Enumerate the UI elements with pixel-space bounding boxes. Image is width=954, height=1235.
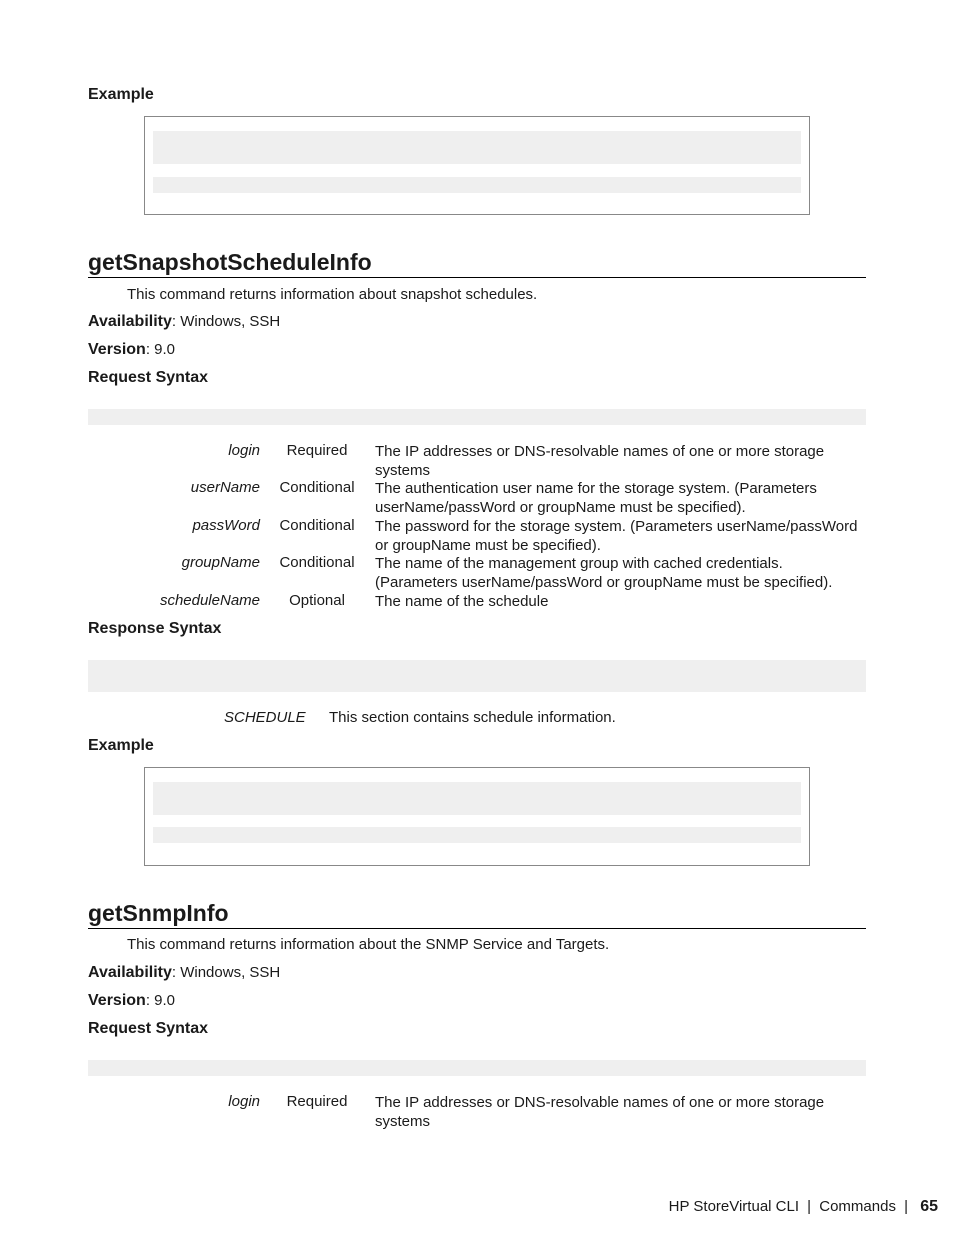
param-name: scheduleName bbox=[159, 592, 260, 609]
param-requirement: Conditional bbox=[279, 554, 355, 571]
request-syntax-label: Request Syntax bbox=[88, 1020, 209, 1037]
availability-value: : Windows, SSH bbox=[171, 964, 281, 981]
page-number: 65 bbox=[920, 1198, 938, 1215]
code-line bbox=[153, 827, 801, 843]
response-syntax-label: Response Syntax bbox=[88, 620, 222, 637]
param-name: groupName bbox=[181, 554, 260, 571]
param-description: The IP addresses or DNS-resolvable names of one or more storage systems bbox=[375, 1094, 825, 1130]
param-name: login bbox=[228, 1093, 260, 1110]
availability-line bbox=[88, 964, 280, 982]
code-line bbox=[153, 131, 801, 164]
footer-separator: | bbox=[807, 1198, 812, 1215]
version-line bbox=[88, 992, 175, 1010]
page-footer bbox=[669, 1198, 938, 1216]
param-description: The authentication user name for the storage system. (Parameters userName/passWord or groupName must be specified). bbox=[375, 480, 817, 516]
footer-product: HP StoreVirtual CLI bbox=[668, 1198, 799, 1215]
param-name: userName bbox=[190, 479, 260, 496]
section-heading: getSnapshotScheduleInfo bbox=[88, 249, 866, 278]
footer-section: Commands bbox=[819, 1198, 896, 1215]
param-name: login bbox=[228, 442, 260, 459]
footer-separator: | bbox=[904, 1198, 909, 1215]
param-description: The name of the management group with cached credentials. (Parameters userName/passWord or groupName must be specified). bbox=[375, 555, 833, 591]
availability-value: : Windows, SSH bbox=[171, 313, 281, 330]
section-description: This command returns information about the SNMP Service and Targets. bbox=[127, 936, 610, 953]
param-requirement: Optional bbox=[289, 592, 345, 609]
param-requirement: Required bbox=[286, 442, 348, 459]
param-description: The password for the storage system. (Parameters userName/passWord or groupName must be specified). bbox=[375, 518, 858, 554]
example-label: Example bbox=[88, 86, 154, 103]
param-description: The name of the schedule bbox=[375, 593, 549, 610]
version-label: Version bbox=[88, 341, 146, 358]
param-requirement: Conditional bbox=[279, 479, 355, 496]
param-requirement: Required bbox=[286, 1093, 348, 1110]
example-label: Example bbox=[88, 737, 154, 754]
response-field-description: This section contains schedule information. bbox=[329, 709, 616, 726]
param-requirement: Conditional bbox=[279, 517, 355, 534]
availability-label: Availability bbox=[88, 964, 172, 981]
section-heading: getSnmpInfo bbox=[88, 900, 866, 929]
version-line bbox=[88, 341, 175, 359]
availability-label: Availability bbox=[88, 313, 172, 330]
request-syntax-code bbox=[88, 1060, 866, 1076]
availability-line bbox=[88, 313, 280, 331]
example-code-box bbox=[144, 767, 810, 866]
version-value: : 9.0 bbox=[145, 341, 175, 358]
section-description: This command returns information about snapshot schedules. bbox=[127, 286, 538, 303]
param-name: passWord bbox=[192, 517, 260, 534]
code-line bbox=[153, 782, 801, 815]
code-line bbox=[153, 177, 801, 193]
param-description: The IP addresses or DNS-resolvable names of one or more storage systems bbox=[375, 443, 825, 479]
request-syntax-label: Request Syntax bbox=[88, 369, 209, 386]
response-field-name: SCHEDULE bbox=[224, 709, 306, 726]
version-label: Version bbox=[88, 992, 146, 1009]
response-syntax-code bbox=[88, 660, 866, 692]
version-value: : 9.0 bbox=[145, 992, 175, 1009]
example-code-box bbox=[144, 116, 810, 215]
request-syntax-code bbox=[88, 409, 866, 425]
